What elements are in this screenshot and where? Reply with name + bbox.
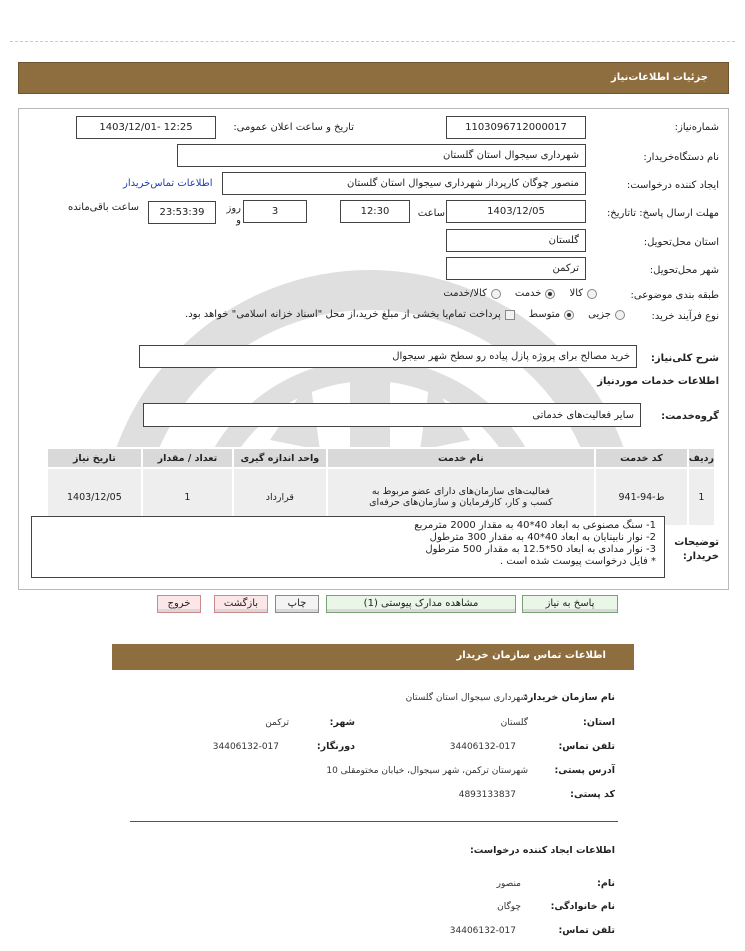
cell-need-date: 1403/12/05 [47,468,142,526]
col-service-name: نام خدمت [327,448,596,468]
col-need-date: تاریخ نیاز [47,448,142,468]
creator-field: منصور چوگان کارپرداز شهرداری سیجوال استان گلستان [222,172,586,195]
contact-city-label: شهر: [329,717,355,728]
province-field: گلستان [446,229,586,252]
process-option-minor[interactable]: جزیی [588,309,625,320]
deadline-time-field: 12:30 [340,200,410,223]
deadline-date-field: 1403/12/05 [446,200,586,223]
contact-separator [130,821,618,822]
cell-row: 1 [688,468,715,526]
requester-last-name-label: نام خانوادگی: [550,901,615,912]
requester-first-name-label: نام: [597,878,615,889]
contact-phone-label: تلفن تماس: [558,741,615,752]
contact-city-value: ترکمن [265,718,289,728]
remaining-time-label: ساعت باقی‌مانده [68,202,140,213]
contact-org-value: شهرداری سیجوال استان گلستان [405,693,528,703]
category-radio-group [433,288,597,299]
items-table [46,447,716,527]
details-header-title: جزئیات اطلاعات‌نیاز [611,72,708,83]
announce-datetime-field: 1403/12/01- 12:25 [76,116,216,139]
contact-org-label: نام سازمان خریدار: [524,692,615,703]
cell-service-name: فعالیت‌های سازمان‌های دارای عضو مربوط به کسب و کار، کارفرمایان و سازمان‌های حرفه‌ای [327,468,596,526]
treasury-payment-option[interactable]: پرداخت تمام‌یا بخشی از مبلغ خرید،از محل "اسناد خزانه اسلامی" خواهد بود. [185,309,515,320]
contact-postal-value: 4893133837 [458,790,516,800]
buyer-notes-box [31,516,665,578]
contact-header [112,644,634,670]
deadline-time-label: ساعت [417,208,445,219]
creator-label: ایجاد کننده درخواست: [626,180,719,191]
treasury-payment-checkbox[interactable] [505,310,515,320]
requester-phone-value: 34406132-017 [449,926,516,936]
keyword-field: خرید مصالح برای پروژه پازل پیاده رو سطح شهر سیجوال [139,345,637,368]
contact-fax-label: دورنگار: [316,741,355,752]
days-remaining-field: 3 [243,200,307,223]
buyer-note-line: 2- نوار نابینایان به ابعاد 40*40 به مقدار 300 مترطول [429,532,656,543]
buyer-contact-link[interactable]: اطلاعات تماس‌خریدار [123,178,213,189]
cell-quantity: 1 [142,468,233,526]
col-quantity: تعداد / مقدار [142,448,233,468]
service-group-field: سایر فعالیت‌های خدماتی [143,403,641,427]
buyer-notes-label: توضیحات خریدار: [674,537,719,562]
contact-address-value: شهرستان ترکمن، شهر سیجوال، خیابان مختومقلی 10 [326,766,528,776]
radio-minor[interactable] [615,310,625,320]
radio-goods[interactable] [587,289,597,299]
process-option-medium[interactable]: متوسط [529,309,574,320]
city-label: شهر محل‌تحویل: [649,265,719,276]
category-label: طبقه بندی موضوعی: [630,290,719,301]
radio-medium[interactable] [564,310,574,320]
contact-header-title: اطلاعات تماس سازمان خریدار [456,650,606,661]
contact-province-label: استان: [583,717,615,728]
process-radio-group [175,309,625,320]
remaining-time-field: 23:53:39 [148,201,216,224]
contact-phone-value: 34406132-017 [449,742,516,752]
requester-phone-label: تلفن تماس: [558,925,615,936]
requester-section-title: اطلاعات ایجاد کننده درخواست: [469,845,615,856]
days-label: روز و [226,203,241,226]
category-option-goods-service[interactable]: کالا/خدمت [443,288,501,299]
need-number-field: 1103096712000017 [446,116,586,139]
top-divider [10,41,735,42]
city-field: ترکمن [446,257,586,280]
contact-province-value: گلستان [500,718,528,728]
services-section-title: اطلاعات خدمات موردنیاز [597,376,719,387]
buyer-note-line: 1- سنگ مصنوعی به ابعاد 40*40 به مقدار 2000 مترمربع [414,520,656,531]
buyer-org-label: نام دستگاه‌خریدار: [643,152,719,163]
requester-first-name-value: منصور [496,879,521,889]
buyer-org-field: شهرداری سیجوال استان گلستان [177,144,586,167]
cell-service-code: ط-94-941 [595,468,688,526]
service-group-label: گروه‌خدمت: [661,411,719,422]
category-option-service[interactable]: خدمت [515,288,556,299]
deadline-label: مهلت ارسال پاسخ: تاتاریخ: [606,208,719,219]
col-unit: واحد اندازه گیری [233,448,326,468]
back-button[interactable]: بازگشت [214,595,268,613]
province-label: استان محل‌تحویل: [643,237,719,248]
col-service-code: کد خدمت [595,448,688,468]
category-option-goods[interactable]: کالا [569,288,597,299]
requester-last-name-value: چوگان [497,902,521,912]
details-header [18,62,729,94]
print-button[interactable]: چاپ [275,595,319,613]
process-type-label: نوع فرآیند خرید: [651,311,719,322]
buyer-note-line: 3- نوار مدادی به ابعاد 50*12.5 به مقدار 500 مترطول [425,544,656,555]
items-table-header [47,448,715,468]
exit-button[interactable]: خروج [157,595,201,613]
attachments-button[interactable]: مشاهده مدارک پیوستی (1) [326,595,516,613]
need-number-label: شماره‌نیاز: [674,122,719,133]
contact-postal-label: کد پستی: [570,789,615,800]
contact-fax-value: 34406132-017 [212,742,279,752]
contact-address-label: آدرس پستی: [554,765,615,776]
buyer-note-line: * فایل درخواست پیوست شده است . [499,556,656,567]
keyword-label: شرح کلی‌نیاز: [650,353,719,364]
radio-service[interactable] [545,289,555,299]
announce-datetime-label: تاریخ و ساعت اعلان عمومی: [233,122,354,133]
col-row: ردیف [688,448,715,468]
radio-goods-service[interactable] [491,289,501,299]
reply-button[interactable]: پاسخ به نیاز [522,595,618,613]
cell-unit: قرارداد [233,468,326,526]
